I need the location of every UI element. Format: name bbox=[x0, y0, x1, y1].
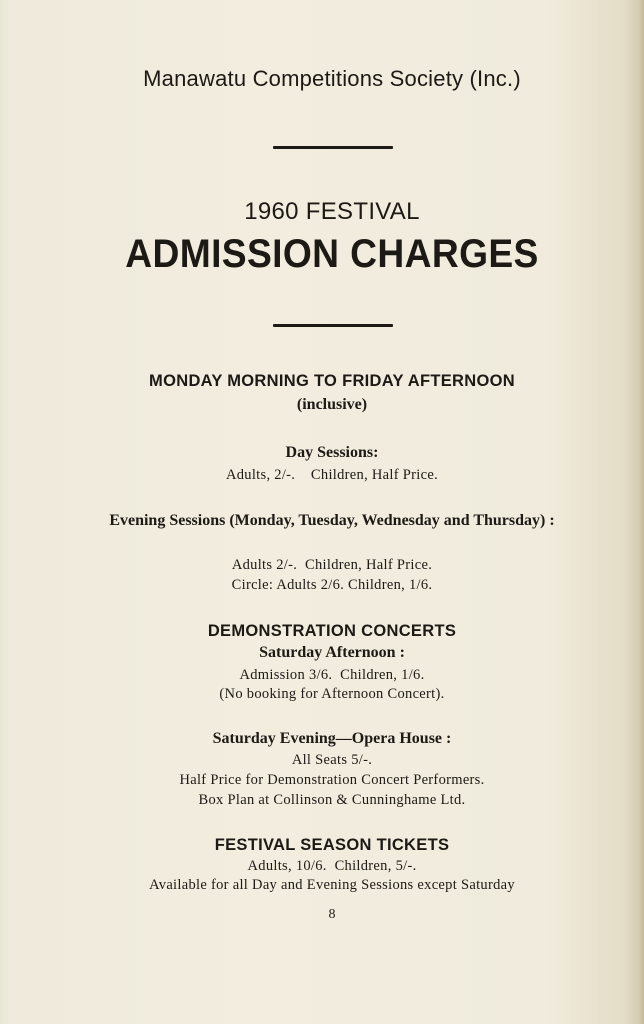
page-title: ADMISSION CHARGES bbox=[125, 232, 539, 276]
page-number: 8 bbox=[328, 907, 336, 922]
saturday-evening-half-price: Half Price for Demonstration Concert Performers. bbox=[179, 772, 485, 788]
season-tickets-prices: Adults, 10/6. Children, 5/-. bbox=[247, 858, 417, 874]
festival-year: 1960 FESTIVAL bbox=[244, 198, 420, 225]
saturday-evening-box-plan: Box Plan at Collinson & Cunninghame Ltd. bbox=[198, 792, 466, 808]
saturday-afternoon-heading: Saturday Afternoon : bbox=[259, 644, 405, 661]
evening-sessions-circle: Circle: Adults 2/6. Children, 1/6. bbox=[231, 577, 433, 593]
evening-sessions-prices: Adults 2/-. Children, Half Price. bbox=[231, 557, 433, 573]
saturday-evening-heading: Saturday Evening—Opera House : bbox=[212, 730, 452, 747]
evening-sessions-heading: Evening Sessions (Monday, Tuesday, Wednesday and Thursday) : bbox=[109, 512, 555, 529]
society-name: Manawatu Competitions Society (Inc.) bbox=[143, 66, 521, 91]
monday-friday-heading: MONDAY MORNING TO FRIDAY AFTERNOON bbox=[149, 372, 515, 390]
day-sessions-heading: Day Sessions: bbox=[285, 444, 379, 461]
demonstration-heading: DEMONSTRATION CONCERTS bbox=[207, 622, 457, 640]
inclusive-subheading: (inclusive) bbox=[296, 396, 368, 413]
divider-bottom bbox=[273, 324, 393, 327]
season-tickets-availability: Available for all Day and Evening Sessions except Saturday bbox=[149, 877, 515, 893]
saturday-afternoon-prices: Admission 3/6. Children, 1/6. bbox=[239, 667, 425, 683]
divider-top bbox=[273, 146, 393, 149]
season-tickets-heading: FESTIVAL SEASON TICKETS bbox=[214, 836, 450, 854]
saturday-evening-seats: All Seats 5/-. bbox=[291, 752, 373, 768]
day-sessions-prices: Adults, 2/-. Children, Half Price. bbox=[225, 467, 439, 483]
saturday-afternoon-note: (No booking for Afternoon Concert). bbox=[219, 686, 445, 702]
